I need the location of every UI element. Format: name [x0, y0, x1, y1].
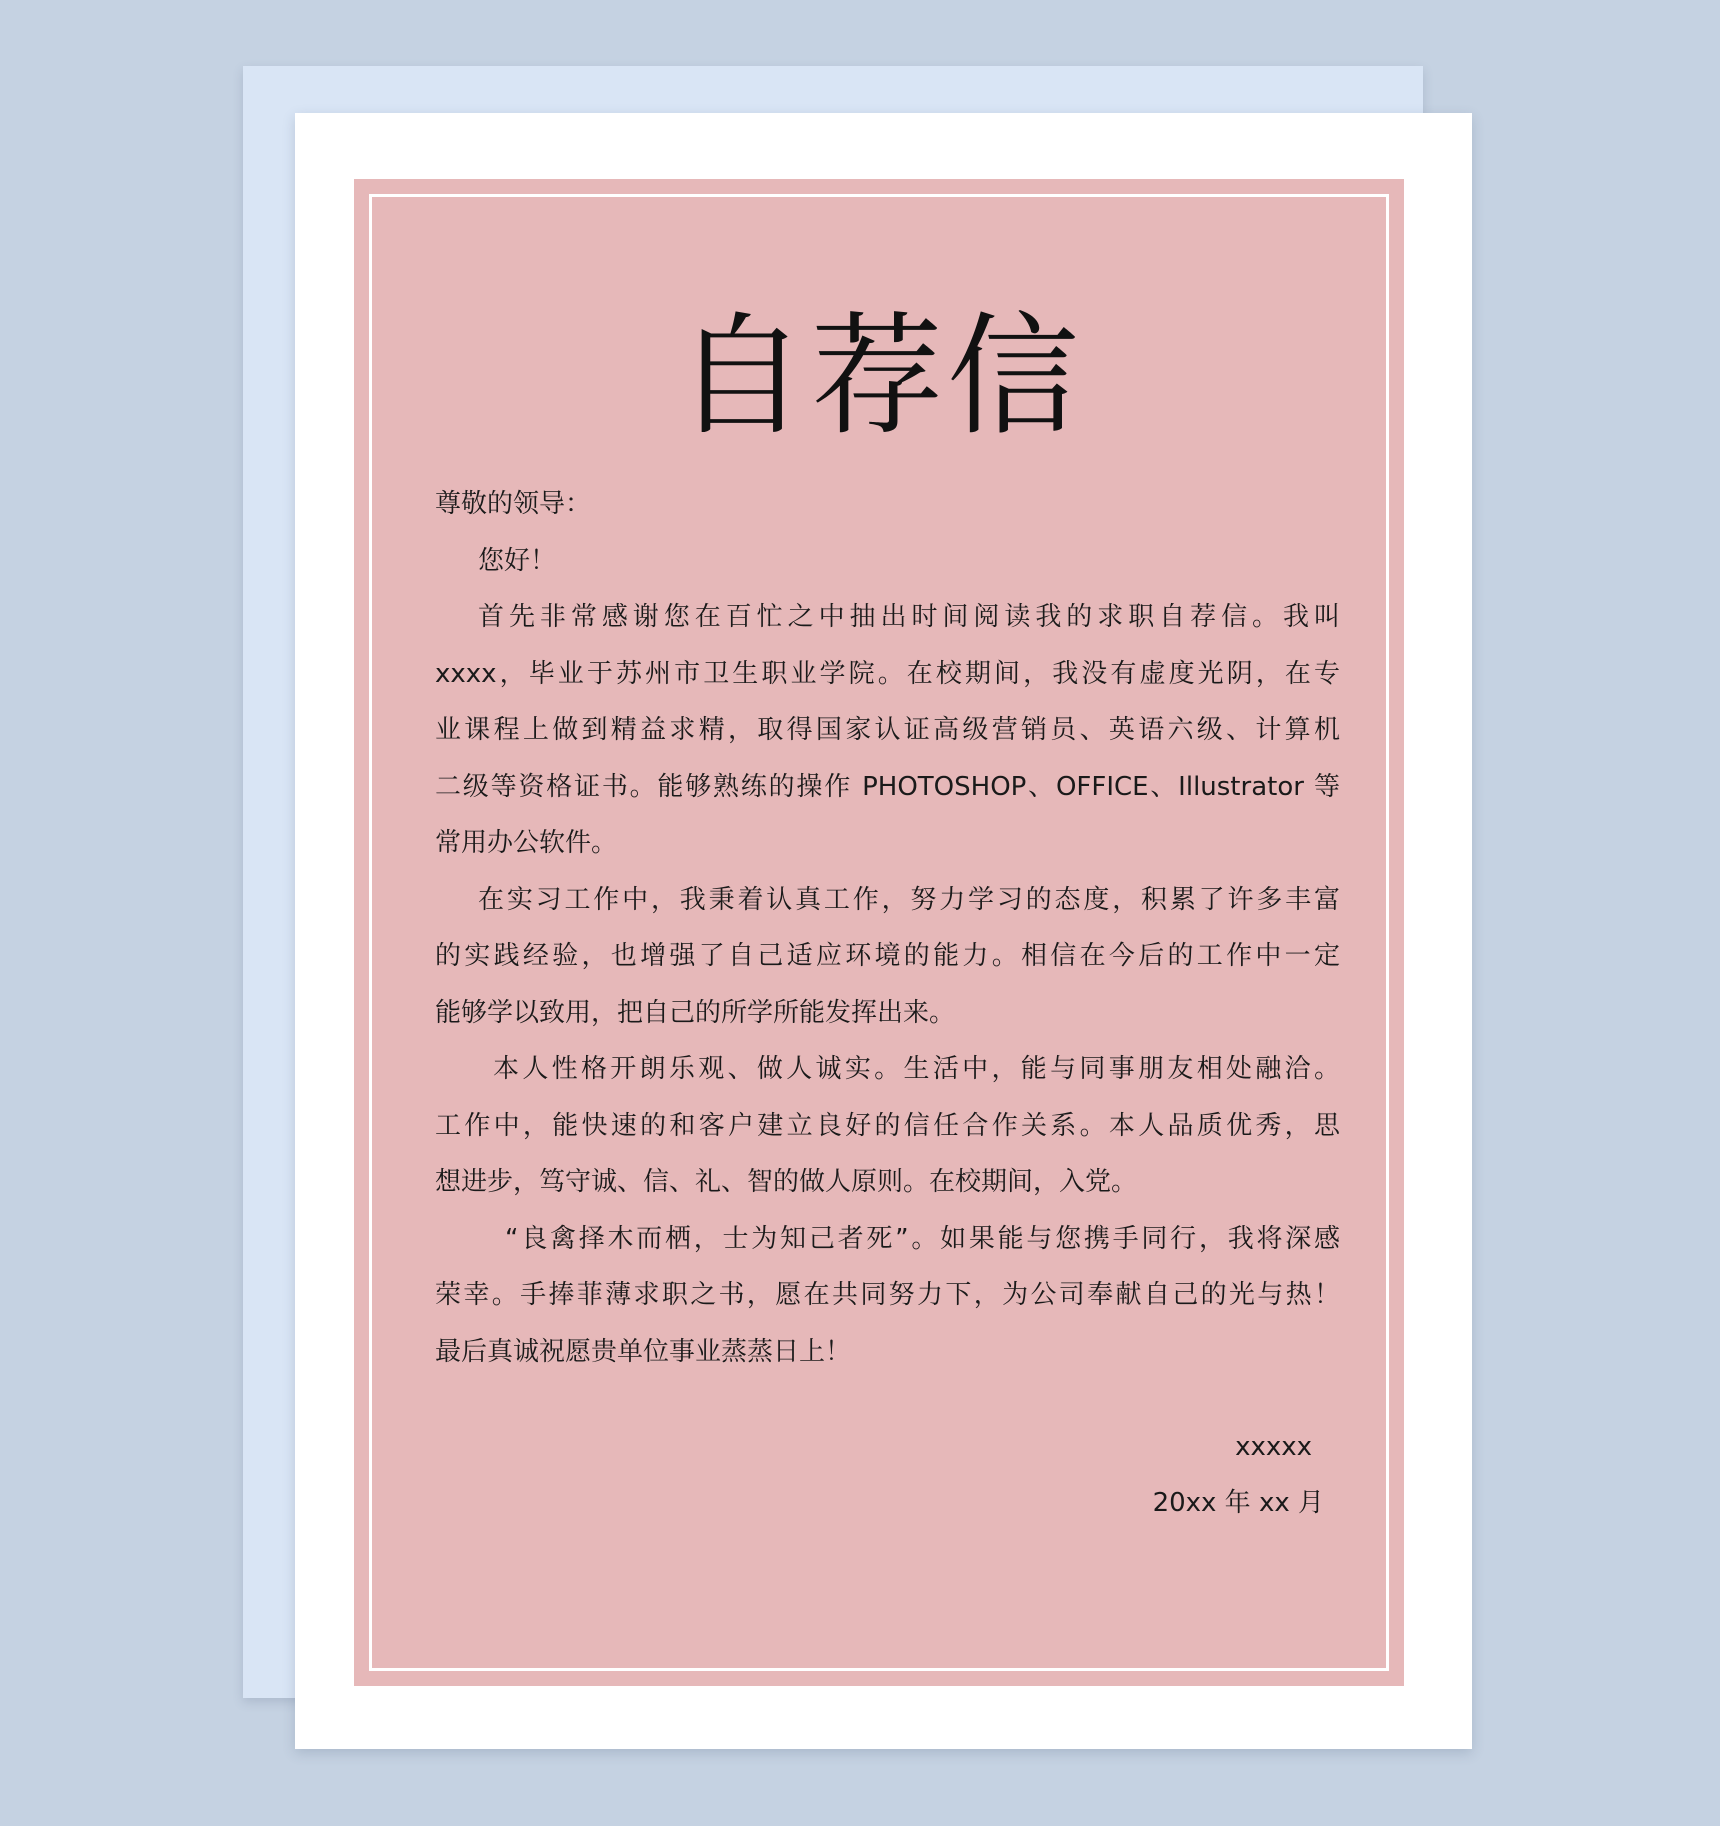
letter-body — [435, 476, 1340, 1380]
paragraph-4-line-1: “良禽择木而栖，士为知己者死”。如果能与您携手同行，我将深感 — [505, 1223, 1340, 1254]
paragraph-4-line-3: 最后真诚祝愿贵单位事业蒸蒸日上！ — [435, 1336, 852, 1367]
paragraph-1-line-2: xxxx，毕业于苏州市卫生职业学院。在校期间，我没有虚度光阴，在专 — [435, 658, 1340, 689]
letter-title: 自荐信 — [675, 300, 1083, 454]
greeting: 尊敬的领导： — [435, 489, 592, 519]
paragraph-3-line-1: 本人性格开朗乐观、做人诚实。生活中，能与同事朋友相处融洽。 — [493, 1054, 1340, 1084]
paragraph-2-line-1: 在实习工作中，我秉着认真工作，努力学习的态度，积累了许多丰富 — [478, 884, 1340, 915]
front-paper-sheet — [295, 113, 1472, 1749]
paragraph-4-line-2: 荣幸。手捧菲薄求职之书，愿在共同努力下，为公司奉献自己的光与热！ — [435, 1280, 1340, 1310]
paragraph-1-line-4: 二级等资格证书。能够熟练的操作 PHOTOSHOP、OFFICE、Illustrator 等 — [435, 771, 1340, 802]
hello-line: 您好！ — [478, 545, 557, 576]
paragraph-3-line-3: 想进步，笃守诚、信、礼、智的做人原则。在校期间，入党。 — [435, 1167, 1138, 1197]
paragraph-1-line-5: 常用办公软件。 — [435, 828, 618, 858]
paragraph-1-line-3: 业课程上做到精益求精，取得国家认证高级营销员、英语六级、计算机 — [435, 715, 1340, 745]
signature-block — [1024, 1419, 1324, 1531]
signature-date: 20xx 年 xx 月 — [1152, 1488, 1324, 1518]
paragraph-3-line-2: 工作中，能快速的和客户建立良好的信任合作关系。本人品质优秀，思 — [435, 1110, 1340, 1141]
letter-panel — [354, 179, 1404, 1686]
paragraph-1-line-1: 首先非常感谢您在百忙之中抽出时间阅读我的求职自荐信。我叫 — [478, 602, 1340, 632]
paragraph-2-line-3: 能够学以致用，把自己的所学所能发挥出来。 — [435, 997, 956, 1028]
signature-name: xxxxx — [1235, 1432, 1312, 1462]
paragraph-2-line-2: 的实践经验，也增强了自己适应环境的能力。相信在今后的工作中一定 — [435, 941, 1340, 971]
